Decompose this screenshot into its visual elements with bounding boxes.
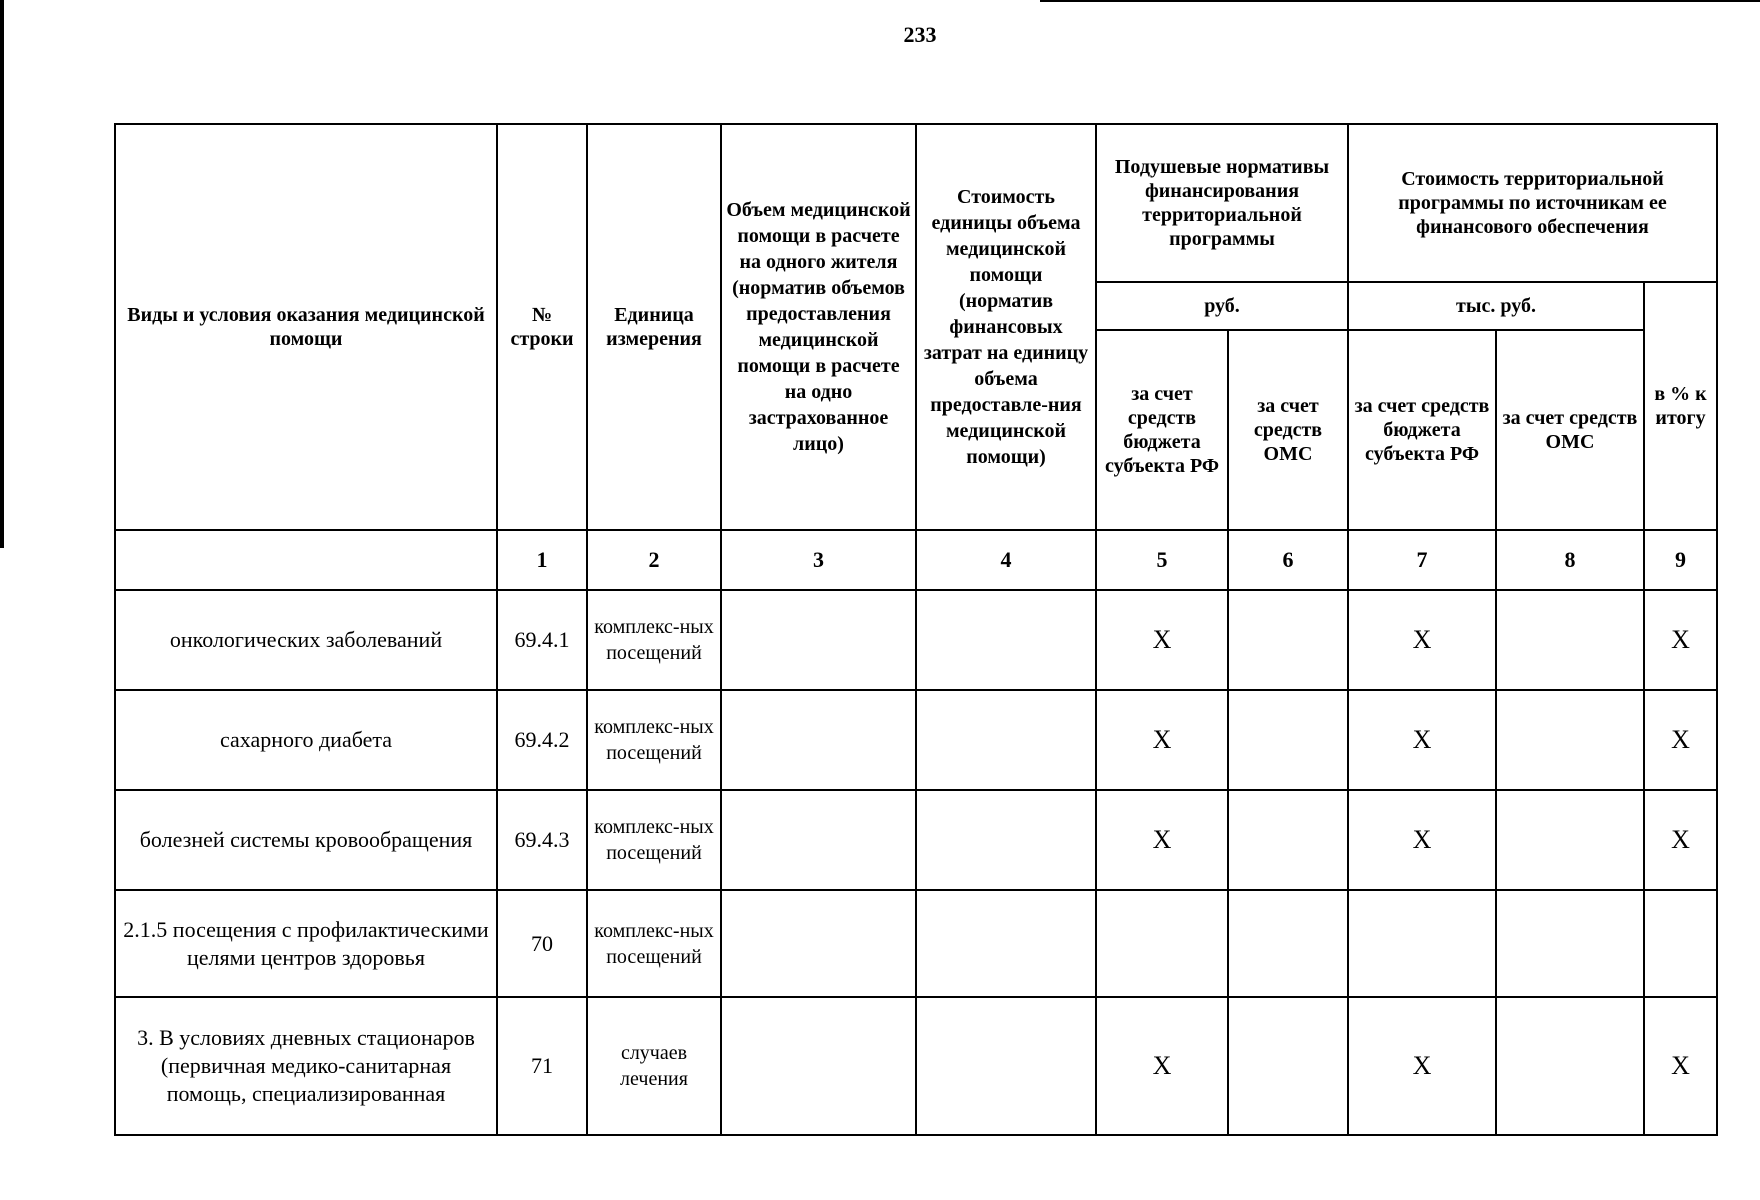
- row-budget-5: X: [1096, 790, 1228, 890]
- row-number: 70: [497, 890, 587, 997]
- row-volume: [721, 590, 916, 690]
- header-unit-rub: руб.: [1096, 282, 1348, 330]
- row-budget-7: X: [1348, 790, 1496, 890]
- row-unit-cost: [916, 690, 1096, 790]
- row-oms-6: [1228, 790, 1348, 890]
- column-number: [115, 530, 497, 590]
- table-row: [115, 890, 1717, 997]
- table-row: [115, 690, 1717, 790]
- row-percent: X: [1644, 690, 1717, 790]
- row-volume: [721, 690, 916, 790]
- row-budget-5: X: [1096, 997, 1228, 1135]
- column-number: 1: [497, 530, 587, 590]
- row-volume: [721, 790, 916, 890]
- header-name: Виды и условия оказания медицинской помощи: [115, 124, 497, 530]
- table-row: [115, 997, 1717, 1135]
- header-unit-thousand-rub: тыс. руб.: [1348, 282, 1644, 330]
- row-unit: комплекс-ных посещений: [587, 890, 721, 997]
- row-budget-5: [1096, 890, 1228, 997]
- column-number: 7: [1348, 530, 1496, 590]
- row-number: 71: [497, 997, 587, 1135]
- row-oms-6: [1228, 590, 1348, 690]
- header-oms-6: за счет средств ОМС: [1228, 330, 1348, 530]
- header-budget-7: за счет средств бюджета субъекта РФ: [1348, 330, 1496, 530]
- column-number-row: [115, 530, 1717, 590]
- row-oms-8: [1496, 997, 1644, 1135]
- scan-left-edge: [0, 0, 4, 548]
- row-name: болезней системы кровообращения: [115, 790, 497, 890]
- header-budget-5: за счет средств бюджета субъекта РФ: [1096, 330, 1228, 530]
- row-oms-8: [1496, 890, 1644, 997]
- scan-top-rule: [1040, 0, 1760, 2]
- row-budget-7: X: [1348, 690, 1496, 790]
- header-oms-8: за счет средств ОМС: [1496, 330, 1644, 530]
- row-oms-6: [1228, 690, 1348, 790]
- row-budget-5: X: [1096, 590, 1228, 690]
- row-name: 2.1.5 посещения с профилактическими целями центров здоровья: [115, 890, 497, 997]
- column-number: 3: [721, 530, 916, 590]
- row-unit-cost: [916, 890, 1096, 997]
- row-oms-6: [1228, 997, 1348, 1135]
- header-unit: Единица измерения: [587, 124, 721, 530]
- row-unit: комплекс-ных посещений: [587, 790, 721, 890]
- row-percent: X: [1644, 790, 1717, 890]
- column-number: 5: [1096, 530, 1228, 590]
- row-unit-cost: [916, 790, 1096, 890]
- header-territorial-cost-group: Стоимость территориальной программы по источникам ее финансового обеспечения: [1348, 124, 1717, 282]
- column-number: 8: [1496, 530, 1644, 590]
- table-header: [115, 124, 1717, 530]
- row-unit: комплекс-ных посещений: [587, 590, 721, 690]
- column-number: 2: [587, 530, 721, 590]
- row-unit-cost: [916, 997, 1096, 1135]
- header-percent-of-total: в % к итогу: [1644, 282, 1717, 530]
- row-volume: [721, 997, 916, 1135]
- column-number: 6: [1228, 530, 1348, 590]
- row-unit: комплекс-ных посещений: [587, 690, 721, 790]
- column-number: 4: [916, 530, 1096, 590]
- row-percent: [1644, 890, 1717, 997]
- header-row-no: № строки: [497, 124, 587, 530]
- column-number: 9: [1644, 530, 1717, 590]
- row-unit-cost: [916, 590, 1096, 690]
- table-row: [115, 790, 1717, 890]
- table-row: [115, 590, 1717, 690]
- row-budget-5: X: [1096, 690, 1228, 790]
- row-number: 69.4.1: [497, 590, 587, 690]
- program-cost-table: [114, 123, 1718, 1136]
- header-per-capita-group: Подушевые нормативы финансирования территориальной программы: [1096, 124, 1348, 282]
- row-budget-7: X: [1348, 997, 1496, 1135]
- row-budget-7: X: [1348, 590, 1496, 690]
- row-oms-8: [1496, 790, 1644, 890]
- row-percent: X: [1644, 590, 1717, 690]
- row-name: онкологических заболеваний: [115, 590, 497, 690]
- header-unit-cost: Стоимость единицы объема медицинской помощи (норматив финансовых затрат на единицу объема предоставле-ния медицинской помощи): [916, 124, 1096, 530]
- header-volume: Объем медицинской помощи в расчете на одного жителя (норматив объемов предоставления медицинской помощи в расчете на одно застрахованное лицо): [721, 124, 916, 530]
- row-number: 69.4.3: [497, 790, 587, 890]
- page-number: 233: [903, 22, 937, 47]
- row-percent: X: [1644, 997, 1717, 1135]
- row-oms-8: [1496, 590, 1644, 690]
- row-name: 3. В условиях дневных стационаров (первичная медико-санитарная помощь, специализированная: [115, 997, 497, 1135]
- row-oms-6: [1228, 890, 1348, 997]
- row-unit: случаев лечения: [587, 997, 721, 1135]
- row-budget-7: [1348, 890, 1496, 997]
- row-name: сахарного диабета: [115, 690, 497, 790]
- row-number: 69.4.2: [497, 690, 587, 790]
- row-oms-8: [1496, 690, 1644, 790]
- row-volume: [721, 890, 916, 997]
